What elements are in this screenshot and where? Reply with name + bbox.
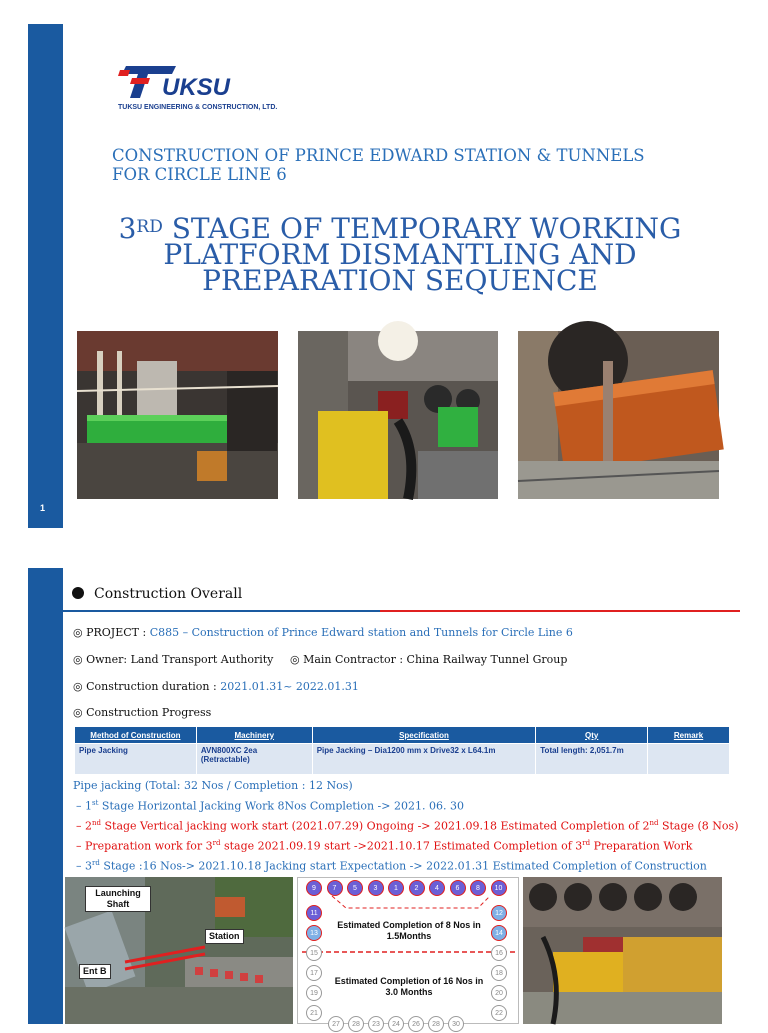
bullet-sup: rd <box>582 839 591 847</box>
table-cell: AVN800XC 2ea (Retractable) <box>196 744 312 775</box>
logo-subtitle: TUKSU ENGINEERING & CONSTRUCTION, LTD. <box>118 104 278 111</box>
bullet-prep-3 <box>76 839 692 853</box>
bullet-sup: nd <box>92 819 101 827</box>
project-label: ◎ PROJECT : <box>73 626 150 639</box>
pipe-circle: 26 <box>408 1016 424 1032</box>
section-heading <box>72 586 242 602</box>
table-cell: Pipe Jacking <box>75 744 197 775</box>
table-row <box>75 744 730 775</box>
pipe-circle: 8 <box>470 880 486 896</box>
pipe-circle: 10 <box>491 880 507 896</box>
bullet-sup: rd <box>212 839 221 847</box>
pipe-circle: 6 <box>450 880 466 896</box>
owner-info: ◎ Owner: Land Transport Authority <box>73 653 274 666</box>
title-line-1-text: STAGE OF TEMPORARY WORKING <box>162 212 682 245</box>
construction-table <box>74 726 730 775</box>
pipe-circle: 13 <box>306 925 322 941</box>
slide-2-side-bar <box>28 568 63 1024</box>
table-header: Qty <box>536 727 648 744</box>
pipe-circle: 2 <box>409 880 425 896</box>
pipe-circle: 9 <box>306 880 322 896</box>
section-heading-text: Construction Overall <box>94 586 243 602</box>
pipe-circle: 14 <box>491 925 507 941</box>
pipe-circle: 11 <box>306 905 322 921</box>
label-ent-b: Ent B <box>79 964 111 979</box>
bullet-text: stage 2021.09.19 start ->2021.10.17 Estimated Completion of 3 <box>220 839 583 853</box>
bullet-stage-1 <box>76 799 464 813</box>
bullet-text: – Preparation work for 3 <box>76 839 213 853</box>
pipe-summary: Pipe jacking (Total: 32 Nos / Completion : 12 Nos) <box>73 779 353 792</box>
pipe-circle: 19 <box>306 985 322 1001</box>
progress-label: ◎ Construction Progress <box>73 706 212 719</box>
table-cell <box>648 744 730 775</box>
pipe-circle: 24 <box>388 1016 404 1032</box>
table-cell: Pipe Jacking – Dia1200 mm x Drive32 x L64.1m <box>312 744 536 775</box>
logo-brand-text: UKSU <box>162 74 231 101</box>
title-ordinal-suffix: RD <box>136 217 163 237</box>
project-value: C885 – Construction of Prince Edward station and Tunnels for Circle Line 6 <box>149 626 573 639</box>
heading-rule-red <box>380 610 740 612</box>
title-line-2: PLATFORM DISMANTLING AND <box>163 238 637 271</box>
bullet-text: Stage :16 Nos-> 2021.10.18 Jacking start Expectation -> 2022.01.31 Estimated Completion of Construction <box>99 859 707 873</box>
pipe-circle: 5 <box>347 880 363 896</box>
photo-tunnel-equipment <box>298 331 498 499</box>
pipe-circle: 21 <box>306 1005 322 1021</box>
pipe-circle: 7 <box>327 880 343 896</box>
title-line-3: PREPARATION SEQUENCE <box>202 264 598 297</box>
pipe-circle: 4 <box>429 880 445 896</box>
pipe-circle: 15 <box>306 945 322 961</box>
contractor-info: ◎ Main Contractor : China Railway Tunnel Group <box>290 653 568 666</box>
pipe-circle: 1 <box>388 880 404 896</box>
label-launching-shaft: Launching Shaft <box>85 886 151 912</box>
slide-gap <box>0 528 768 568</box>
pipe-circle: 28 <box>428 1016 444 1032</box>
bullet-text: – 2 <box>76 819 92 833</box>
project-info <box>73 626 573 639</box>
table-header: Remark <box>648 727 730 744</box>
table-header: Machinery <box>196 727 312 744</box>
heading-rule-blue <box>30 610 380 612</box>
pipe-circle: 22 <box>491 1005 507 1021</box>
duration-info <box>73 680 359 693</box>
project-line-2: FOR CIRCLE LINE 6 <box>112 165 287 184</box>
duration-label: ◎ Construction duration : <box>73 680 221 693</box>
table-header-row <box>75 727 730 744</box>
project-name <box>112 146 712 184</box>
pipe-circle: 3 <box>368 880 384 896</box>
pipe-circle: 23 <box>368 1016 384 1032</box>
pipe-circle: 28 <box>348 1016 364 1032</box>
table-header: Specification <box>312 727 536 744</box>
bullet-text: Stage Vertical jacking work start (2021.07.29) Ongoing -> 2021.09.18 Estimated Completion of 2 <box>101 819 650 833</box>
photo-scaffolding <box>77 331 278 499</box>
aerial-map <box>65 877 293 1024</box>
bullet-sup: rd <box>92 859 100 867</box>
photo-jacking-pipe <box>518 331 719 499</box>
pipe-circle: 17 <box>306 965 322 981</box>
pipe-circle: 18 <box>491 965 507 981</box>
bullet-text: Stage (8 Nos) <box>658 819 739 833</box>
pipe-circle: 27 <box>328 1016 344 1032</box>
title-ordinal: 3 <box>118 212 137 245</box>
page-number: 1 <box>40 503 46 513</box>
bullet-sup: nd <box>649 819 659 827</box>
bullet-sup: st <box>92 799 99 807</box>
pipe-circle: 12 <box>491 905 507 921</box>
duration-value: 2021.01.31~ 2022.01.31 <box>220 680 359 693</box>
bullet-text: – 3 <box>76 859 92 873</box>
table-header: Method of Construction <box>75 727 197 744</box>
estimate-stage-2: Estimated Completion of 8 Nos in 1.5Months <box>337 920 481 941</box>
bullet-text: – 1 <box>76 799 92 813</box>
bullet-stage-2 <box>76 819 738 833</box>
photo-jacking-machine <box>523 877 722 1024</box>
project-line-1: CONSTRUCTION OF PRINCE EDWARD STATION & TUNNELS <box>112 146 645 165</box>
pipe-sequence-diagram <box>297 877 519 1028</box>
company-logo <box>118 62 278 122</box>
bullet-text: Stage Horizontal Jacking Work 8Nos Completion -> 2021. 06. 30 <box>98 799 464 813</box>
table-cell: Total length: 2,051.7m <box>536 744 648 775</box>
slide-title <box>80 212 720 297</box>
estimate-stage-3: Estimated Completion of 16 Nos in 3.0 Months <box>334 976 484 997</box>
bullet-stage-3 <box>76 859 707 873</box>
pipe-circle: 16 <box>491 945 507 961</box>
pipe-circle: 30 <box>448 1016 464 1032</box>
slide-side-bar <box>28 24 63 528</box>
pipe-circle: 20 <box>491 985 507 1001</box>
label-station: Station <box>205 929 244 944</box>
bullet-text: Preparation Work <box>590 839 693 853</box>
bullet-dot-icon <box>72 587 84 599</box>
